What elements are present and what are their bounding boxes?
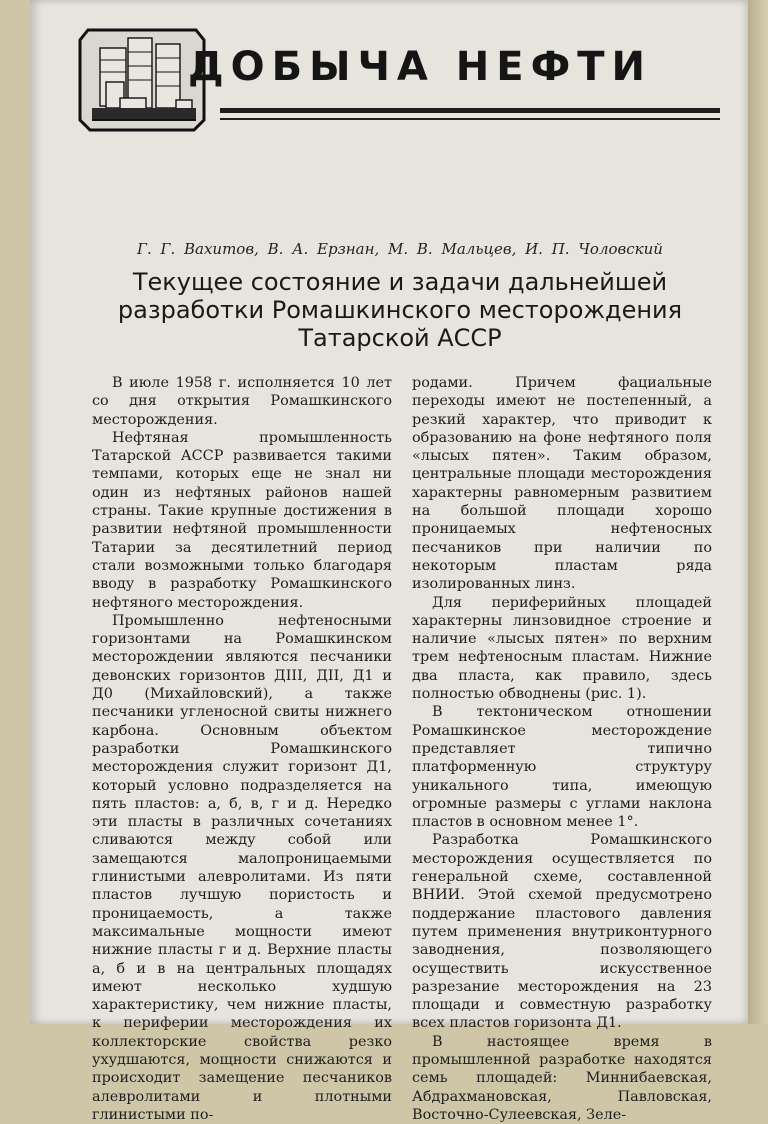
paragraph: В тектоническом отношении Ромашкинское месторождение представляет типично платформенную структуру уникального типа, имеющую огромные размеры с углами наклона пластов в основном менее 1°. <box>412 704 712 831</box>
paragraph: родами. Причем фациальные переходы имеют не постепенный, а резкий характер, что приводит к образованию на фоне нефтяного поля «лысых пятен». Таким образом, центральные площади месторождения характерны равномерным развитием на большой площади хорошо проницаемых нефтеносных песчаников при наличии по некоторым пластам ряда изолированных линз. <box>412 375 712 593</box>
header-rule-thin <box>220 118 720 120</box>
article-title-line: Татарской АССР <box>298 324 502 352</box>
paragraph: Нефтяная промышленность Татарской АССР развивается такими темпами, которых еще не знал ни один из нефтяных районов нашей страны. Такие крупные достижения в развитии нефтяной промышленности Татарии за десятилетний период стали возможными только благодаря вводу в разработку Ромашкинского нефтяного месторождения. <box>92 429 392 611</box>
article-title-line: разработки Ромашкинского месторождения <box>117 296 683 324</box>
header-rule-thick <box>220 108 720 113</box>
article-authors: Г. Г. Вахитов, В. А. Ерзнан, М. В. Мальцев, И. П. Чоловский <box>137 240 663 258</box>
left-column <box>92 374 392 1124</box>
paragraph: Разработка Ромашкинского месторождения осуществляется по генеральной схеме, составленной ВНИИ. Этой схемой предусмотрено поддержание пластового давления путем применения внутриконтурного заводнения, позволяющего осуществить искусственное разрезание месторождения на 23 площади и совместную разработку всех пластов горизонта Д1. <box>412 832 712 1032</box>
paragraph: Для периферийных площадей характерны линзовидное строение и наличие «лысых пятен» по верхним трем нефтеносным пластам. Нижние два пласта, как правило, здесь полностью обводнены (рис. 1). <box>412 594 712 703</box>
paragraph: Промышленно нефтеносными горизонтами на Ромашкинском месторождении являются песчаники девонских горизонтов ДIII, ДII, Д1 и Д0 (Михайловский), а также песчаники угленосной свиты нижнего карбона. Основным объектом разработки Ромашкинского месторождения служит горизонт Д1, который условно подразделяется на пять пластов: а, б, в, г и д. Нередко эти пласты в различных сочетаниях сливаются между собой или замещаются малопроницаемыми глинистыми алевролитами. Из пяти пластов лучшую пористость и проницаемость, а также максимальные мощности имеют нижние пласты г и д. Верхние пласты а, б и в на центральных площадях имеют несколько худшую характеристику, чем нижние пласты, к периферии месторождения их коллекторские свойства резко ухудшаются, мощности снижаются и происходит замещение песчаников алевролитами и плотными глинистыми по- <box>92 612 392 1123</box>
right-column <box>412 374 712 1124</box>
article-title <box>90 268 710 352</box>
book-edge <box>748 0 768 1024</box>
article-title-line: Текущее состояние и задачи дальнейшей <box>132 268 668 296</box>
section-title: ДОБЫЧА НЕФТИ <box>188 44 652 90</box>
paragraph: В настоящее время в промышленной разработке находятся семь площадей: Миннибаевская, Абдрахмановская, Павловская, Восточно-Сулеевская, Зеле- <box>412 1033 712 1123</box>
paragraph: В июле 1958 г. исполняется 10 лет со дня открытия Ромашкинского месторождения. <box>92 375 392 428</box>
